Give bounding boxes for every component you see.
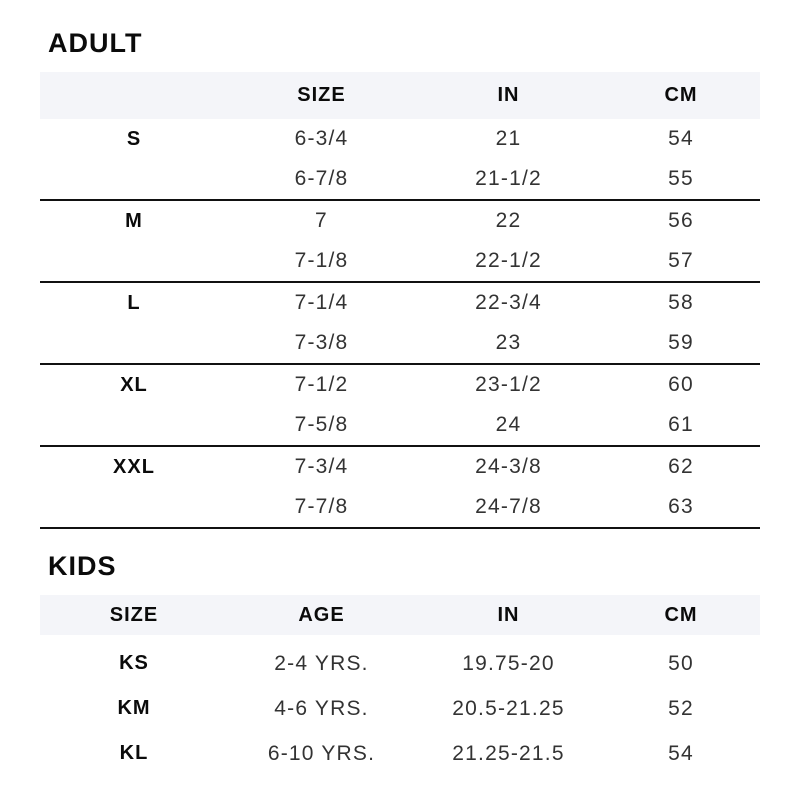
kids-table-header-row — [40, 595, 760, 635]
adult-group-l — [40, 283, 760, 365]
in-cell: 20.5-21.25 — [452, 696, 565, 720]
cm-cell: 55 — [668, 167, 694, 190]
size-cell: 7-1/4 — [294, 291, 349, 314]
table-row — [40, 641, 760, 686]
adult-table-header-row — [40, 72, 760, 119]
cm-cell: 60 — [668, 373, 694, 396]
age-cell: 4-6 YRS. — [274, 696, 369, 720]
table-row — [40, 241, 760, 281]
adult-header-in: IN — [497, 84, 520, 106]
in-cell: 21-1/2 — [475, 167, 542, 190]
table-row — [40, 159, 760, 199]
size-cell: 6-7/8 — [294, 167, 349, 190]
adult-header-cm: CM — [664, 84, 698, 106]
adult-group-m — [40, 201, 760, 283]
size-group-label: M — [125, 209, 143, 232]
in-cell: 23-1/2 — [475, 373, 542, 396]
cm-cell: 56 — [668, 209, 694, 232]
cm-cell: 59 — [668, 331, 694, 354]
size-cell: 7-1/2 — [294, 373, 349, 396]
cm-cell: 52 — [668, 696, 694, 720]
in-cell: 21 — [495, 127, 522, 150]
kids-header-in: IN — [497, 603, 520, 626]
kids-header-age: AGE — [298, 603, 345, 626]
adult-section-title: ADULT — [48, 28, 143, 58]
kids-size-label: KL — [119, 742, 149, 764]
size-group-label: XXL — [113, 455, 155, 478]
cm-cell: 54 — [668, 127, 694, 150]
kids-table-body — [40, 635, 760, 776]
cm-cell: 58 — [668, 291, 694, 314]
age-cell: 2-4 YRS. — [274, 651, 369, 675]
adult-group-xxl — [40, 447, 760, 529]
in-cell: 19.75-20 — [462, 651, 555, 675]
adult-group-xl — [40, 365, 760, 447]
age-cell: 6-10 YRS. — [267, 741, 376, 765]
adult-size-table — [40, 72, 760, 529]
in-cell: 24 — [495, 413, 522, 436]
size-cell: 7-5/8 — [294, 413, 349, 436]
size-cell: 7-7/8 — [294, 495, 349, 518]
in-cell: 24-7/8 — [475, 495, 542, 518]
size-cell: 7 — [315, 209, 328, 232]
in-cell: 23 — [495, 331, 522, 354]
table-row — [40, 487, 760, 527]
in-cell: 22 — [495, 209, 522, 232]
table-row — [40, 119, 760, 159]
table-row — [40, 365, 760, 405]
table-row — [40, 323, 760, 363]
adult-group-s — [40, 119, 760, 201]
kids-header-size: SIZE — [109, 603, 159, 626]
cm-cell: 57 — [668, 249, 694, 272]
table-row — [40, 283, 760, 323]
table-row — [40, 731, 760, 776]
size-group-label: L — [127, 291, 141, 314]
in-cell: 24-3/8 — [475, 455, 542, 478]
cm-cell: 62 — [668, 455, 694, 478]
table-row — [40, 686, 760, 731]
size-cell: 7-3/8 — [294, 331, 349, 354]
size-cell: 7-3/4 — [294, 455, 349, 478]
table-row — [40, 405, 760, 445]
cm-cell: 54 — [668, 741, 694, 765]
table-row — [40, 201, 760, 241]
adult-header-size: SIZE — [297, 84, 346, 106]
kids-section-title: KIDS — [48, 551, 117, 581]
size-cell: 7-1/8 — [294, 249, 349, 272]
kids-size-label: KM — [117, 697, 151, 719]
size-cell: 6-3/4 — [294, 127, 349, 150]
size-group-label: S — [126, 127, 142, 150]
size-group-label: XL — [120, 373, 148, 396]
kids-size-label: KS — [119, 652, 149, 674]
table-row — [40, 447, 760, 487]
in-cell: 22-1/2 — [475, 249, 542, 272]
kids-size-table — [40, 595, 760, 776]
cm-cell: 63 — [668, 495, 694, 518]
in-cell: 21.25-21.5 — [452, 741, 565, 765]
in-cell: 22-3/4 — [475, 291, 542, 314]
cm-cell: 50 — [668, 651, 694, 675]
kids-header-cm: CM — [664, 603, 698, 626]
cm-cell: 61 — [668, 413, 694, 436]
